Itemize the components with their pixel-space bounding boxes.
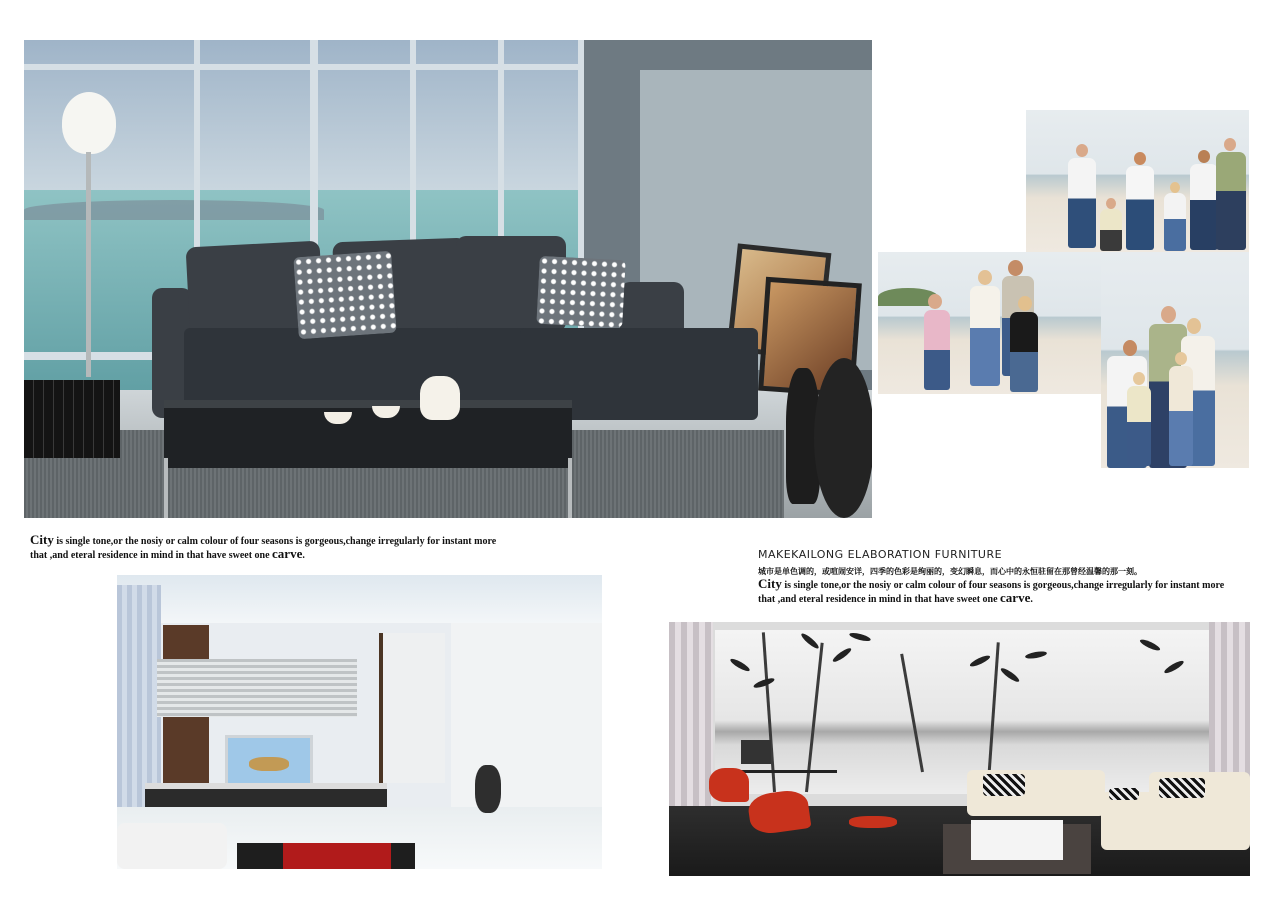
person-head bbox=[1175, 352, 1187, 365]
person-head bbox=[1170, 182, 1180, 193]
caption-lead-word: City bbox=[30, 532, 54, 547]
book-row bbox=[24, 380, 120, 458]
tv-screen-cheetah bbox=[249, 757, 289, 771]
patterned-pillow bbox=[293, 251, 396, 340]
zebra-pillow bbox=[1109, 788, 1139, 800]
patterned-pillow bbox=[536, 256, 625, 328]
person-head bbox=[978, 270, 992, 285]
family-photo-walking bbox=[1026, 110, 1249, 252]
caption-period: . bbox=[1030, 594, 1033, 605]
red-lounge-chair bbox=[709, 768, 749, 802]
desk-monitor bbox=[741, 740, 771, 764]
family-photo-running bbox=[878, 252, 1101, 394]
person bbox=[1100, 209, 1122, 251]
floor-lamp bbox=[62, 92, 116, 154]
person bbox=[1127, 386, 1151, 466]
person-head bbox=[1076, 144, 1088, 157]
person-head bbox=[1224, 138, 1236, 151]
person-head bbox=[1198, 150, 1210, 163]
person bbox=[970, 286, 1000, 386]
person-head bbox=[928, 294, 942, 309]
person-head bbox=[1161, 306, 1176, 323]
table-leg bbox=[164, 458, 168, 518]
coffee-table bbox=[164, 400, 572, 468]
bottom-caption bbox=[758, 578, 1238, 606]
chinese-tagline: 城市是单色调的，或喧闹安详，四季的色彩是绚丽的，变幻瞬息，而心中的永恒驻留在那曾经温馨的那一刻。 bbox=[758, 567, 1142, 576]
person bbox=[1169, 366, 1193, 466]
person-head bbox=[1106, 198, 1116, 209]
person bbox=[1010, 312, 1038, 392]
person bbox=[1126, 166, 1154, 250]
distant-mountain bbox=[24, 200, 324, 220]
ceiling bbox=[117, 575, 602, 623]
caption-body: is single tone,or the nosiy or calm colour of four seasons is gorgeous,change irregularly for instant more that ,and eteral residence in mind in that have sweet one bbox=[30, 536, 497, 561]
teapot bbox=[420, 376, 460, 420]
zebra-pillow bbox=[1159, 778, 1205, 798]
living-room-photo bbox=[24, 40, 872, 518]
person bbox=[1216, 152, 1246, 250]
floor-vase bbox=[814, 358, 872, 518]
person-head bbox=[1123, 340, 1137, 356]
top-caption bbox=[30, 534, 510, 562]
floor-lamp-pole bbox=[86, 152, 91, 377]
family-photo-group bbox=[1101, 252, 1249, 468]
slatted-panel bbox=[157, 659, 357, 717]
table-leg bbox=[568, 458, 572, 518]
person-head bbox=[1018, 296, 1032, 311]
person bbox=[924, 310, 950, 390]
curtain-left bbox=[669, 622, 713, 812]
tv-room-photo bbox=[117, 575, 602, 869]
person-head bbox=[1187, 318, 1201, 334]
decor-vase bbox=[475, 765, 501, 813]
bamboo-mural-room-photo bbox=[669, 622, 1250, 876]
zebra-pillow bbox=[983, 774, 1025, 796]
person bbox=[1068, 158, 1096, 248]
brand-title: MAKEKAILONG ELABORATION FURNITURE bbox=[758, 548, 1003, 561]
caption-period: . bbox=[302, 550, 305, 561]
caption-body: is single tone,or the nosiy or calm colour of four seasons is gorgeous,change irregularly for instant more that ,and eteral residence in mind in that have sweet one bbox=[758, 580, 1225, 605]
white-sofa bbox=[117, 823, 227, 869]
red-ottoman bbox=[849, 816, 897, 828]
white-wall bbox=[451, 623, 602, 807]
caption-emphasis-word: carve bbox=[272, 546, 303, 561]
person-head bbox=[1134, 152, 1146, 165]
sheer-curtain bbox=[117, 585, 161, 815]
person bbox=[1190, 164, 1218, 250]
red-rug bbox=[283, 843, 391, 869]
wall-shelves bbox=[379, 633, 445, 783]
person-head bbox=[1008, 260, 1023, 276]
person-head bbox=[1133, 372, 1145, 385]
person bbox=[1164, 193, 1186, 251]
white-coffee-table bbox=[971, 820, 1063, 860]
caption-emphasis-word: carve bbox=[1000, 590, 1031, 605]
caption-lead-word: City bbox=[758, 576, 782, 591]
